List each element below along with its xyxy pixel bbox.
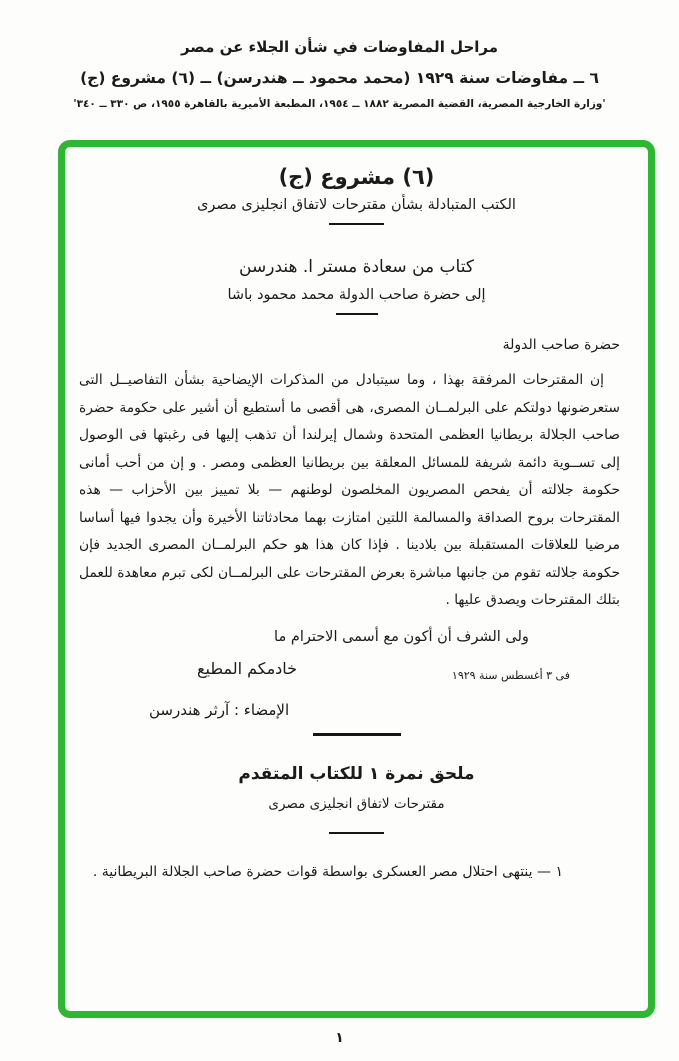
salutation: حضرة صاحب الدولة xyxy=(502,337,620,353)
page-number: ١ xyxy=(335,1030,344,1046)
section-title: (٦) مشروع (ج) xyxy=(278,165,435,189)
letter-heading-from: كتاب من سعادة مستر ا. هندرسن xyxy=(239,257,474,277)
annex-title: ملحق نمرة ١ للكتاب المتقدم xyxy=(238,763,475,784)
source-citation: 'وزارة الخارجية المصرية، القضية المصرية ١٨٨٢ ــ ١٩٥٤، المطبعة الأميرية بالقاهرة ١٩٥٥، ص ٣٣٠ ــ ٣٤٠' xyxy=(73,98,606,110)
annex-item-1: ١ — ينتهى احتلال مصر العسكرى بواسطة قوات حضرة صاحب الجلالة البريطانية . xyxy=(92,863,563,880)
letter-heading-to: إلى حضرة صاحب الدولة محمد محمود باشا xyxy=(227,287,486,303)
valediction: خادمكم المطيع xyxy=(197,658,298,678)
date-line: فى ٣ أغسطس سنة ١٩٢٩ xyxy=(451,668,570,682)
signature-block xyxy=(65,645,648,733)
chapter-subtitle: ٦ ــ مفاوضات سنة ١٩٢٩ (محمد محمود ــ هندرسن) ــ (٦) مشروع (ج) xyxy=(80,69,599,87)
book-title: مراحل المفاوضات في شأن الجلاء عن مصر xyxy=(180,38,499,56)
letter-body-paragraph: إن المقترحات المرفقة بهذا ، وما سيتبادل من المذكرات الإيضاحية بشأن التفاصيــل التى ستعرضونها دولتكم على البرلمــان المصرى، هى أقصى ما أستطيع أن أشير على حكومة حضرة صاحب الجلالة بريطانيا العظمى المتحدة وشمال إيرلندا أن تذهب إليها فى رغبتها فى الوصول إلى تســوية دائمة شريفة للمسائل المعلقة بين بريطانيا العظمى ومصر . و إن من أحب أمانى حكومة جلالته أن يفحص المصريون المخلصون لوطنهم — بلا تمييز بين الأحزاب — هذه المقترحات بروح الصداقة والمسالمة اللتين امتازت بهما محادثاتنا الأخيرة وأن يجدوا فيها أساسا مرضيا للعلاقات المستقبلة بين بلادينا . فإذا كان هذا هو حكم البرلمــان المصرى الجديد فإن حكومة جلالته تقوم من جانبها مباشرة بعرض المقترحات على البرلمــان لكى تبرم معاهدة للعمل بتلك المقترحات ويصدق عليها . xyxy=(79,372,620,608)
annex-subtitle: مقترحات لاتفاق انجليزى مصرى xyxy=(268,795,445,812)
divider xyxy=(329,223,384,225)
highlight-frame xyxy=(58,140,655,1018)
book-header xyxy=(0,38,679,110)
divider xyxy=(329,832,384,834)
divider xyxy=(313,733,401,736)
closing-line: ولى الشرف أن أكون مع أسمى الاحترام ما xyxy=(274,628,529,645)
divider xyxy=(336,313,378,315)
section-subtitle: الكتب المتبادلة بشأن مقترحات لاتفاق انجليزى مصرى xyxy=(197,197,516,213)
signature-line: الإمضاء : آرثر هندرسن xyxy=(149,700,290,719)
